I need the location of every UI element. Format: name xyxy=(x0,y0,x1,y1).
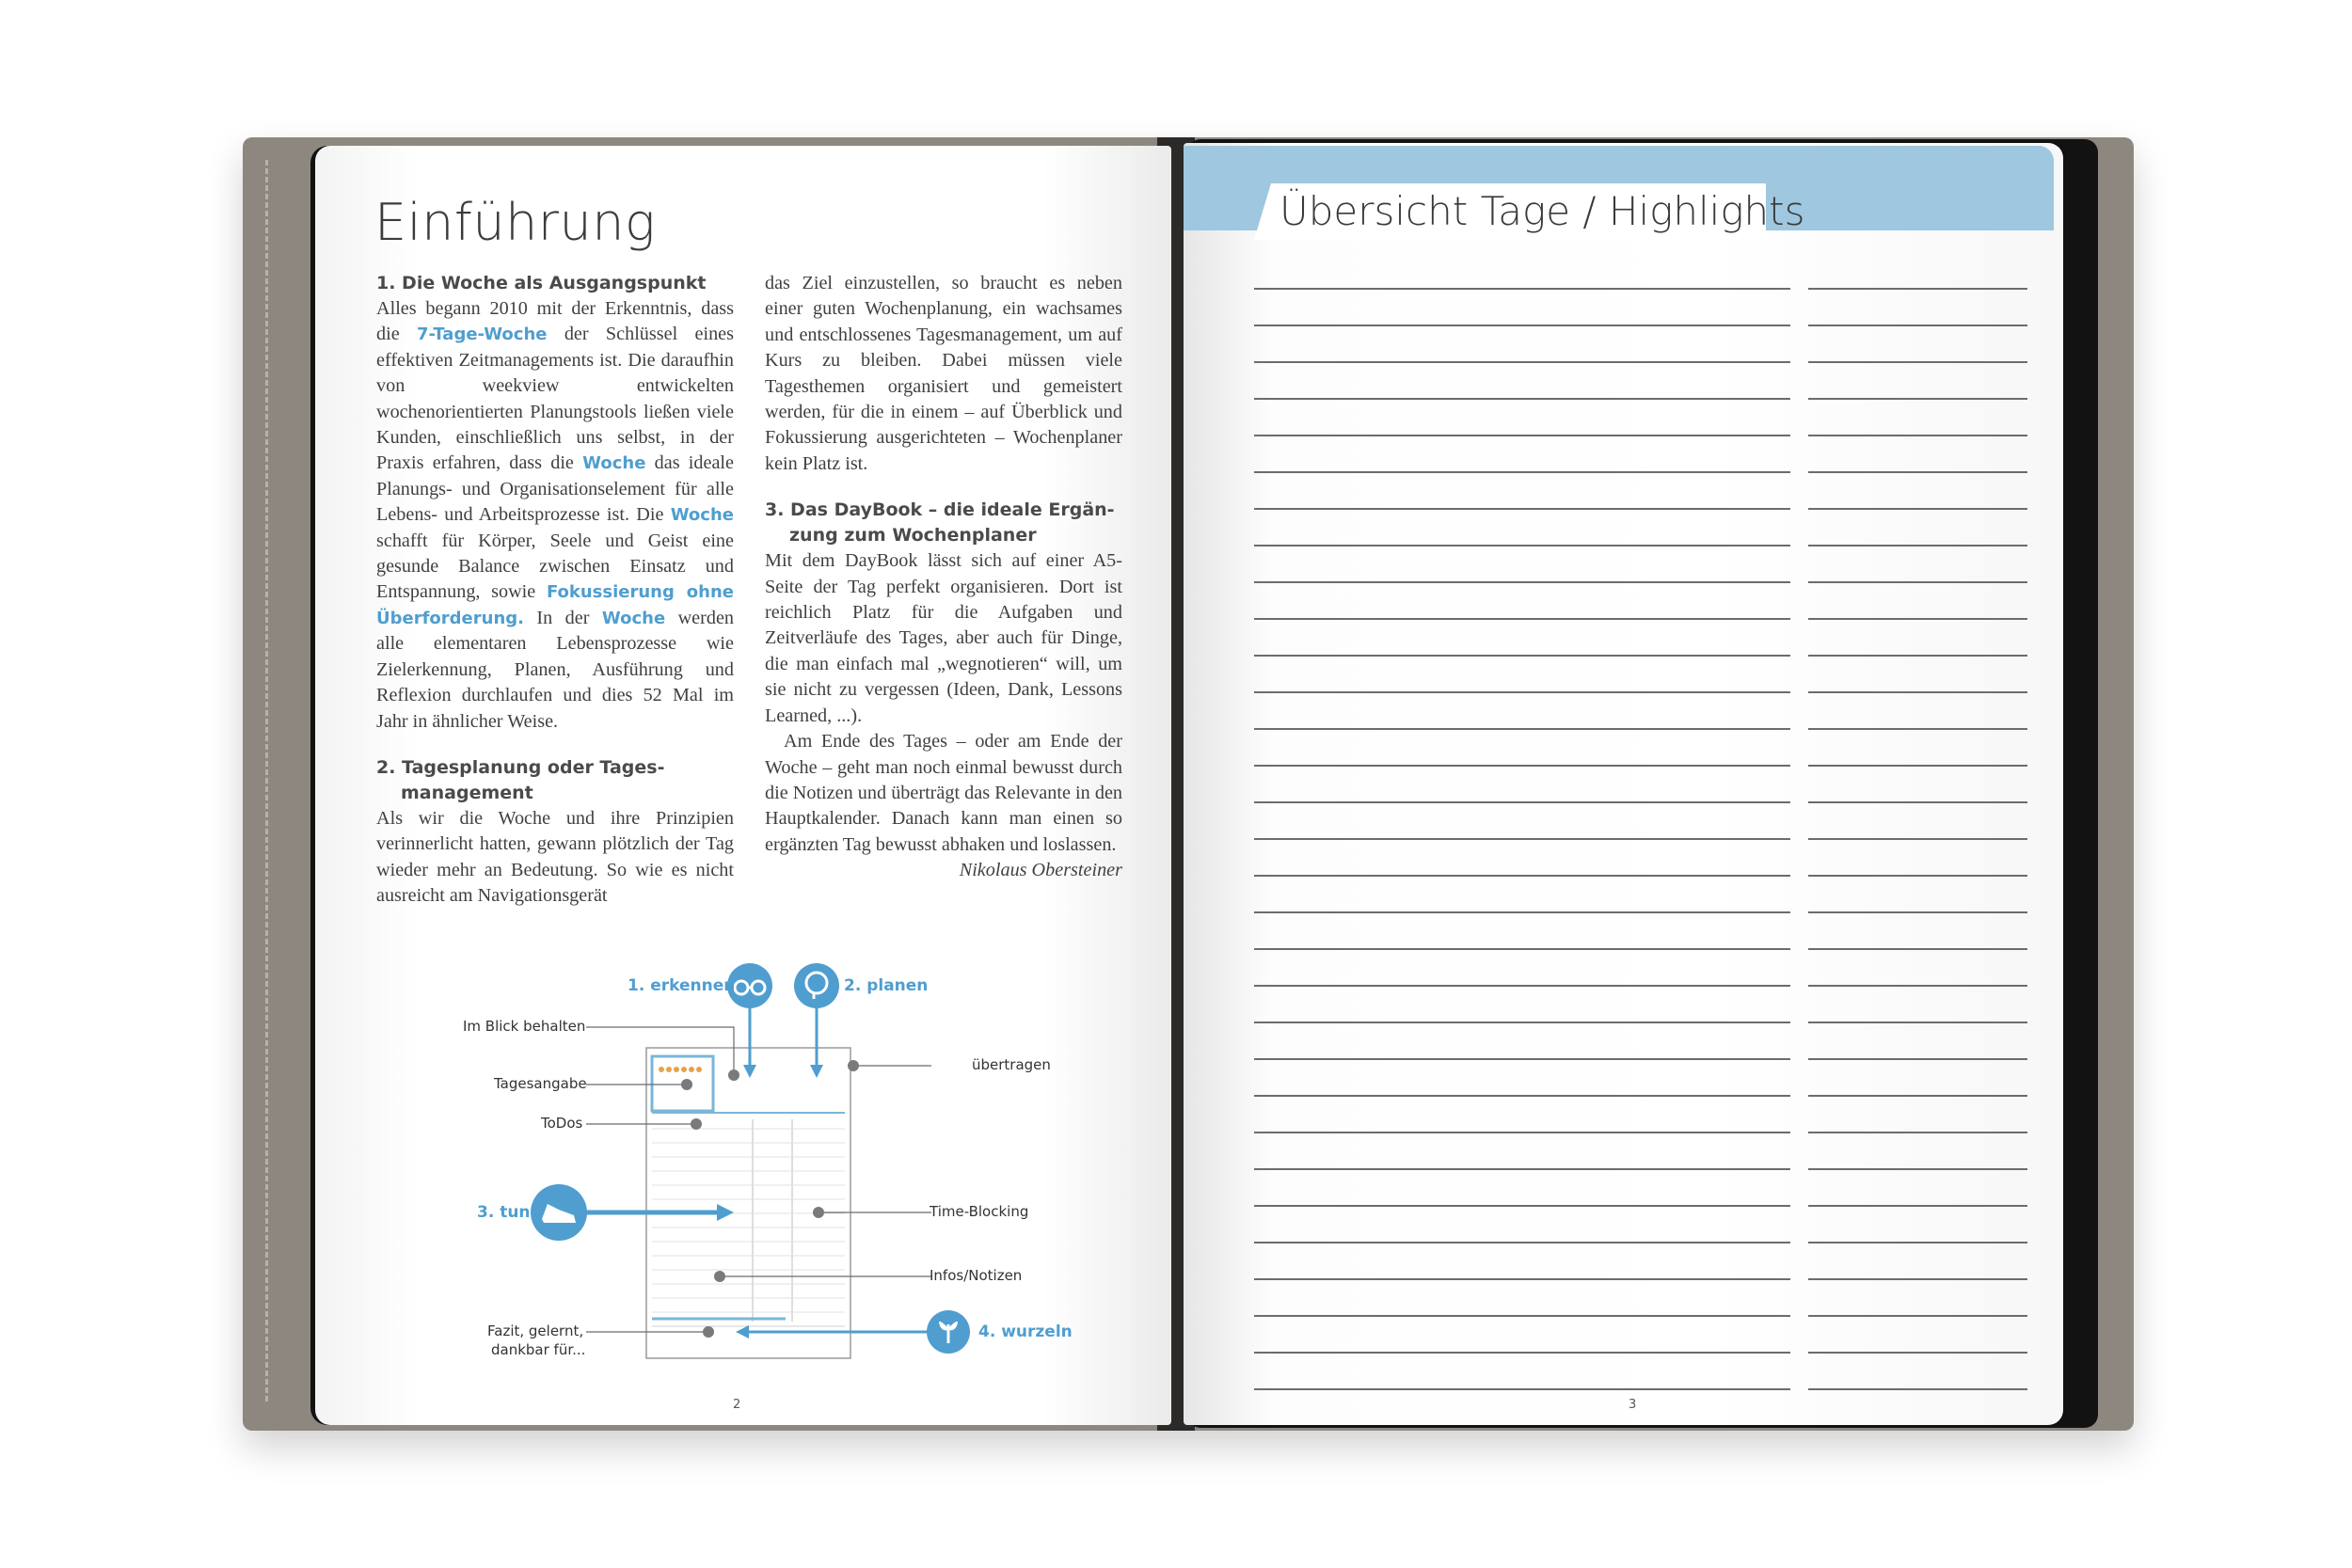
step-label-planen: 2. planen xyxy=(844,976,929,995)
ruled-line-main xyxy=(1254,875,1790,877)
heading-line: 3. Das DayBook – die ideale Ergän- xyxy=(765,499,1115,521)
ruled-line-side xyxy=(1808,765,2027,767)
ruled-line-side xyxy=(1808,581,2027,583)
ruled-line-main xyxy=(1254,288,1790,290)
ruled-line-main xyxy=(1254,435,1790,436)
text: schafft für Körper, Seele und Geist eine gesunde Balance zwischen Einsatz und Entspannung, sowie xyxy=(376,530,734,603)
ruled-line-side xyxy=(1808,508,2027,510)
page-title-right: Übersicht Tage / Highlights xyxy=(1279,188,1805,234)
ruled-line-main xyxy=(1254,985,1790,987)
ruled-line-side xyxy=(1808,875,2027,877)
text: werden alle elementaren Lebensprozesse wie Zielerkennung, Planen, Ausführung und Reflexion durchlaufen und dies 52 Mal im Jahr in ähnlicher Weise. xyxy=(376,607,734,732)
paragraph xyxy=(376,296,734,735)
daybook-diagram xyxy=(442,950,1120,1383)
ruled-line-side xyxy=(1808,1095,2027,1097)
highlight-term: Fokussierung ohne Überforderung. xyxy=(376,582,734,628)
ruled-line-side xyxy=(1808,545,2027,546)
ruled-line-main xyxy=(1254,398,1790,400)
ruled-line-main xyxy=(1254,545,1790,546)
ruled-line-side xyxy=(1808,1022,2027,1023)
paragraph: Als wir die Woche und ihre Prinzipien verinnerlicht hatten, gewann plötzlich der Tag wieder mehr an Bedeutung. So wie es nicht ausreicht am Navigationsgerät xyxy=(376,807,734,907)
heading-line: management xyxy=(401,782,533,803)
text: In der xyxy=(523,607,602,628)
ruled-line-side xyxy=(1808,361,2027,363)
ruled-line-side xyxy=(1808,1315,2027,1317)
ruled-line-side xyxy=(1808,838,2027,840)
ruled-line-side xyxy=(1808,1132,2027,1133)
page-number-left: 2 xyxy=(733,1398,741,1412)
paragraph: Am Ende des Tages – oder am Ende der Woche – geht man noch einmal bewusst durch die Notizen und überträgt das Relevante in den Hauptkalender. Danach kann man einen so ergänzten Tag bewusst abhaken und loslassen. xyxy=(765,731,1122,855)
ruled-line-main xyxy=(1254,1278,1790,1280)
head-icon xyxy=(794,963,839,1008)
ruled-line-main xyxy=(1254,1315,1790,1317)
ruled-line-main xyxy=(1254,728,1790,730)
label-dankbar: dankbar für... xyxy=(491,1341,586,1358)
ruled-line-main xyxy=(1254,508,1790,510)
ruled-line-main xyxy=(1254,325,1790,326)
ruled-line-main xyxy=(1254,471,1790,473)
step-label-erkennen: 1. erkennen xyxy=(628,976,736,995)
ruled-line-side xyxy=(1808,1278,2027,1280)
page-number-right: 3 xyxy=(1629,1398,1637,1412)
signature: Nikolaus Obersteiner xyxy=(959,860,1122,881)
ruled-line-main xyxy=(1254,1388,1790,1390)
ruled-line-side xyxy=(1808,801,2027,803)
label-infos-notizen: Infos/Notizen xyxy=(930,1267,1023,1284)
ruled-line-side xyxy=(1808,471,2027,473)
ruled-line-side xyxy=(1808,325,2027,326)
highlight-term: 7-Tage-Woche xyxy=(417,325,548,345)
label-im-blick: Im Blick behalten xyxy=(463,1018,586,1035)
cover-stitching xyxy=(265,160,278,1402)
ruled-line-main xyxy=(1254,691,1790,693)
ruled-line-side xyxy=(1808,728,2027,730)
section-heading-1: 1. Die Woche als Ausgangspunkt xyxy=(376,273,707,293)
ruled-line-side xyxy=(1808,1352,2027,1354)
ruled-line-main xyxy=(1254,581,1790,583)
ruled-line-side xyxy=(1808,435,2027,436)
ruled-line-main xyxy=(1254,1095,1790,1097)
ruled-line-main xyxy=(1254,618,1790,620)
ruled-line-main xyxy=(1254,948,1790,950)
ruled-line-main xyxy=(1254,361,1790,363)
ruled-line-main xyxy=(1254,838,1790,840)
ruled-line-side xyxy=(1808,618,2027,620)
text-column-2 xyxy=(765,271,1122,884)
ruled-line-main xyxy=(1254,1058,1790,1060)
highlight-term: Woche xyxy=(670,505,734,526)
ruled-line-side xyxy=(1808,985,2027,987)
highlight-term: Woche xyxy=(601,608,666,628)
label-tagesangabe: Tagesangabe xyxy=(494,1075,587,1092)
ruled-line-side xyxy=(1808,1242,2027,1243)
text: das ideale Planungs- und Organisationselement für alle Lebens- und Arbeitsprozesse ist. Die xyxy=(376,452,734,526)
section-heading-3 xyxy=(765,498,1122,548)
text-column-1 xyxy=(376,271,734,910)
ruled-line-side xyxy=(1808,691,2027,693)
heading-line: 2. Tagesplanung oder Tages- xyxy=(376,756,665,778)
heading-line: zung zum Wochenplaner xyxy=(789,525,1037,546)
ruled-line-main xyxy=(1254,655,1790,657)
text: Alles begann 2010 mit der Erkenntnis, dass die xyxy=(376,298,734,345)
ruled-line-main xyxy=(1254,1242,1790,1243)
ruled-line-main xyxy=(1254,911,1790,913)
step-label-wurzeln: 4. wurzeln xyxy=(978,1323,1073,1341)
label-time-blocking: Time-Blocking xyxy=(930,1203,1029,1220)
ruled-line-side xyxy=(1808,1168,2027,1170)
step-label-tun: 3. tun xyxy=(477,1203,531,1222)
ruled-line-main xyxy=(1254,1132,1790,1133)
ruled-line-side xyxy=(1808,1388,2027,1390)
ruled-line-main xyxy=(1254,1022,1790,1023)
label-uebertragen: übertragen xyxy=(972,1056,1051,1073)
label-todos: ToDos xyxy=(541,1115,583,1132)
ruled-line-main xyxy=(1254,801,1790,803)
ruled-line-side xyxy=(1808,398,2027,400)
ruled-line-side xyxy=(1808,1205,2027,1207)
ruled-line-side xyxy=(1808,655,2027,657)
paragraph: Mit dem DayBook lässt sich auf einer A5-Seite der Tag perfekt organisieren. Dort ist reichlich Platz für die Aufgaben und Zeitverläufe des Tages, aber auch für Dinge, die man einfach mal „wegnotieren“ will, um sie nicht zu vergessen (Ideen, Dank, Lessons Learned, ...). xyxy=(765,550,1122,726)
highlight-term: Woche xyxy=(582,453,646,474)
ruled-line-side xyxy=(1808,288,2027,290)
text: der Schlüssel eines effektiven Zeitmanagements ist. Die daraufhin von weekview entwickelten wochenorientierten Planungstools ließen viele Kunden, einschließlich uns selbst, in der Praxis erfahren, dass die xyxy=(376,324,734,474)
right-page xyxy=(1184,143,2063,1425)
plant-icon xyxy=(927,1310,970,1354)
paragraph: das Ziel einzustellen, so braucht es neben einer guten Wochenplanung, ein wachsames und entschlossenes Tagesmanagement, um auf Kurs zu bleiben. Dabei müssen viele Tagesthemen organisiert und gemeistert werden, für die in einem – auf Überblick und Fokussierung ausgerichteten – Wochenplaner kein Platz ist. xyxy=(765,273,1122,474)
ruled-line-side xyxy=(1808,948,2027,950)
ruled-line-main xyxy=(1254,1168,1790,1170)
ruled-line-side xyxy=(1808,911,2027,913)
page-title: Einführung xyxy=(374,193,656,252)
ruled-line-main xyxy=(1254,1352,1790,1354)
ruled-line-side xyxy=(1808,1058,2027,1060)
ruled-line-main xyxy=(1254,1205,1790,1207)
label-fazit: Fazit, gelernt, xyxy=(487,1323,584,1339)
section-heading-2 xyxy=(376,755,734,806)
shoe-icon xyxy=(531,1184,587,1241)
ruled-line-main xyxy=(1254,765,1790,767)
